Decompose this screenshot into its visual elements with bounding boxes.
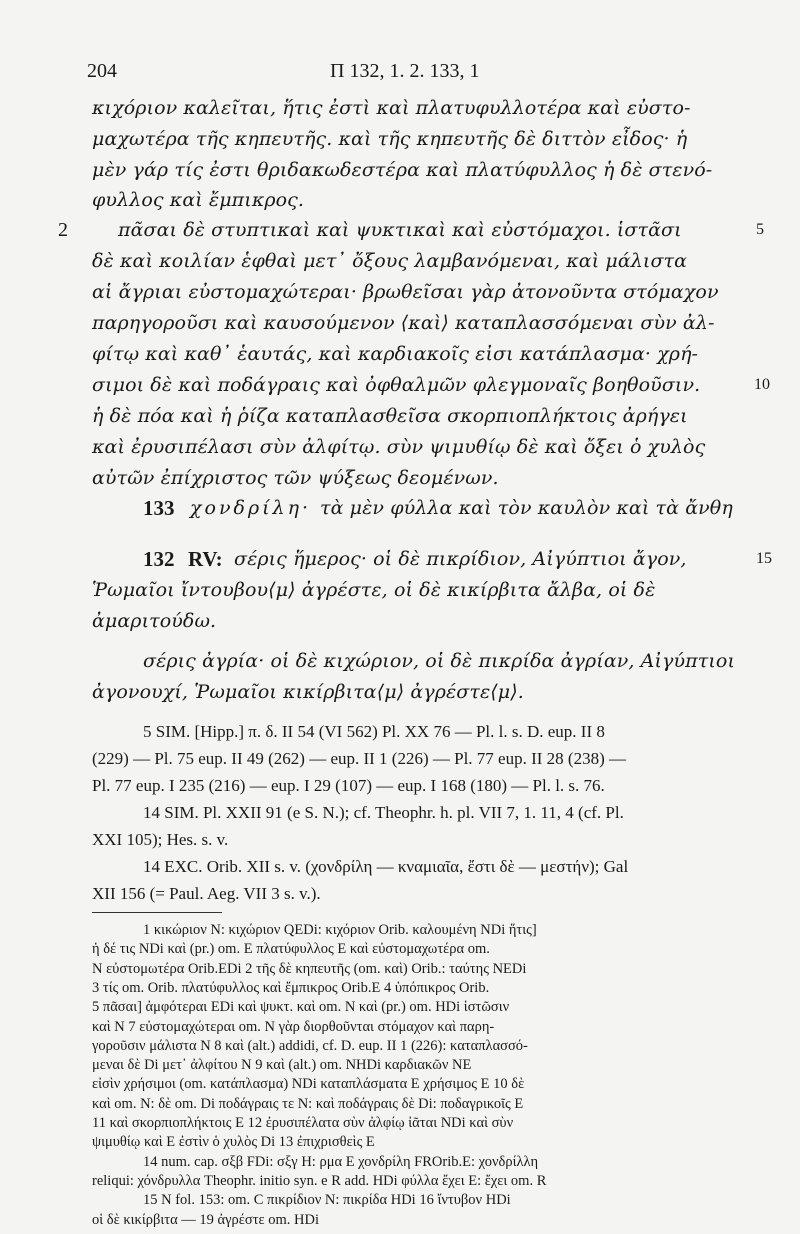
apparatus-line: οἱ δὲ κικίρβιτα — 19 ἀγρέστε om. HDi xyxy=(92,1211,319,1228)
testimonia-line: 5 SIM. [Hipp.] π. δ. II 54 (VI 562) Pl. XX 76 — Pl. l. s. D. eup. II 8 xyxy=(143,722,605,741)
testimonia-line: 14 SIM. Pl. XXII 91 (e S. N.); cf. Theophr. h. pl. VII 7, 1. 11, 4 (cf. Pl. xyxy=(143,803,624,822)
apparatus-divider xyxy=(92,912,222,913)
apparatus-line: 1 κικώριον N: κιχώριον QEDi: κιχόριον Orib. καλουμένη NDi ἥτις] xyxy=(143,922,537,938)
main-line: φίτῳ καὶ καθ᾽ ἑαυτάς, καὶ καρδιακοῖς εἰσι κατάπλασμα· χρή- xyxy=(92,343,699,365)
testimonia-line: Pl. 77 eup. I 235 (216) — eup. I 29 (107) — eup. I 168 (180) — Pl. l. s. 76. xyxy=(92,776,605,795)
main-line: σιμοι δὲ καὶ ποδάγραις καὶ ὀφθαλμῶν φλεγμοναῖς βοηθοῦσιν. xyxy=(92,374,701,396)
main-line: μαχωτέρα τῆς κηπευτῆς. καὶ τῆς κηπευτῆς δὲ διττὸν εἶδος· ἡ xyxy=(92,128,688,150)
apparatus-line: N εὐστομωτέρα Orib.EDi 2 τῆς δὲ κηπευτῆς (om. καὶ) Orib.: ταύτης NEDi xyxy=(92,960,527,977)
chapter-lemma: χονδρίλη· xyxy=(190,497,312,519)
apparatus-line: 11 καὶ σκορπιοπλήκτοις E 12 ἐρυσιπέλατα σὺν ἀλφίῳ ἰᾶται NDi καὶ σὺν xyxy=(92,1115,514,1131)
main-line: φυλλος καὶ ἔμπικρος. xyxy=(92,189,305,211)
apparatus-line: 3 τίς om. Orib. πλατύφυλλος καὶ ἔμπικρος Orib.E 4 ὑπόπικρος Orib. xyxy=(92,979,490,996)
section-number: 2 xyxy=(58,219,68,241)
gloss-siglum: RV: xyxy=(188,547,223,571)
chapter-text: τὰ μὲν φύλλα καὶ τὸν καυλὸν καὶ τὰ ἄνθη xyxy=(320,497,733,519)
main-line: αὐτῶν ἐπίχριστος τῶν ψύξεως δεομένων. xyxy=(92,467,499,489)
apparatus-line: γοροῦσιν μάλιστα N 8 καὶ (alt.) addidi, cf. D. eup. II 1 (226): καταπλασσό- xyxy=(92,1037,528,1054)
apparatus-line: ἡ δέ τις NDi καὶ (pr.) om. E πλατύφυλλος E καὶ εὐστομαχωτέρα om. xyxy=(92,941,490,958)
main-line: παρηγοροῦσι καὶ καυσούμενον ⟨καὶ⟩ καταπλασσόμεναι σὺν ἀλ- xyxy=(92,312,715,334)
page-number: 204 xyxy=(87,60,117,82)
gloss-line: σέρις ἥμερος· οἱ δὲ πικρίδιον, Αἰγύπτιοι ἄγον, xyxy=(234,548,687,570)
apparatus-line: καὶ om. N: δὲ om. Di ποδάγραις τε N: καὶ ποδάγραις δὲ Di: ποδαγρικοῖς E xyxy=(92,1095,524,1112)
apparatus-line: ψιμυθίῳ καὶ E ἐστὶν ὁ χυλὸς Di 13 ἐπιχρισθεὶς E xyxy=(92,1134,375,1151)
gloss-line: σέρις ἀγρία· οἱ δὲ κιχώριον, οἱ δὲ πικρίδα ἀγρίαν, Αἰγύπτιοι xyxy=(143,650,735,672)
apparatus-line: εἰσὶν χρήσιμοι (om. κατάπλασμα) NDi καταπλάσματα E χρήσιμος E 10 δὲ xyxy=(92,1076,525,1093)
apparatus-line: 15 N fol. 153: om. C πικρίδιον N: πικρίδα HDi 16 ἴντυβον HDi xyxy=(143,1192,511,1209)
apparatus-line: μεναι δὲ Di μετ᾽ ἀλφίτου N 9 καὶ (alt.) om. NHDi καρδιακῶν NE xyxy=(92,1057,472,1074)
apparatus-line: 5 πᾶσαι] ἀμφότεραι EDi καὶ ψυκτ. καὶ om. N καὶ (pr.) om. HDi ἱστῶσιν xyxy=(92,999,510,1016)
gloss-line: ἀμαριτούδω. xyxy=(92,610,217,632)
gloss-line: ἀγονουχί, Ῥωμαῖοι κικίρβιτα⟨μ⟩ ἀγρέστε⟨μ⟩. xyxy=(92,681,524,703)
main-line: μὲν γάρ τίς ἐστι θριδακωδεστέρα καὶ πλατύφυλλος ἡ δὲ στενό- xyxy=(92,159,713,181)
testimonia-line: 14 EXC. Orib. XII s. v. (χονδρίλη — κναμιαῖα, ἔστι δὲ — μεστήν); Gal xyxy=(143,857,629,876)
main-line: κιχόριον καλεῖται, ἥτις ἐστὶ καὶ πλατυφυλλοτέρα καὶ εὐστο- xyxy=(92,97,691,119)
main-line: ἡ δὲ πόα καὶ ἡ ῥίζα καταπλασθεῖσα σκορπιοπλήκτοις ἀρήγει xyxy=(92,405,688,427)
main-line: καὶ ἐρυσιπέλασι σὺν ἀλφίτῳ. σὺν ψιμυθίῳ δὲ καὶ ὄξει ὁ χυλὸς xyxy=(92,436,706,458)
gloss-number: 132 xyxy=(143,547,175,571)
testimonia-line: (229) — Pl. 75 eup. II 49 (262) — eup. II 1 (226) — Pl. 77 eup. II 28 (238) — xyxy=(92,749,626,768)
apparatus-line: reliqui: χόνδρυλλα Theophr. initio syn. e R add. HDi φύλλα ἔχει E: ἔχει om. R xyxy=(92,1172,547,1189)
line-number: 15 xyxy=(756,550,772,567)
line-number: 5 xyxy=(756,221,764,238)
gloss-line: Ῥωμαῖοι ἴντουβου⟨μ⟩ ἀγρέστε, οἱ δὲ κικίρβιτα ἄλβα, οἱ δὲ xyxy=(92,579,656,601)
testimonia-line: XXI 105); Hes. s. v. xyxy=(92,830,229,849)
running-title: Π 132, 1. 2. 133, 1 xyxy=(330,60,480,82)
main-line: δὲ καὶ κοιλίαν ἑφθαὶ μετ᾽ ὄξους λαμβανόμεναι, καὶ μάλιστα xyxy=(92,250,688,272)
line-number: 10 xyxy=(754,376,770,393)
testimonia-line: XII 156 (= Paul. Aeg. VII 3 s. v.). xyxy=(92,884,321,903)
main-line: αἱ ἄγριαι εὐστομαχώτεραι· βρωθεῖσαι γὰρ ἀτονοῦντα στόμαχον xyxy=(92,281,719,303)
main-line: πᾶσαι δὲ στυπτικαὶ καὶ ψυκτικαὶ καὶ εὐστόμαχοι. ἱστᾶσι xyxy=(118,219,682,241)
chapter-number: 133 xyxy=(143,496,175,520)
apparatus-line: 14 num. cap. σξβ FDi: σξγ H: ρμα E χονδρίλη FROrib.E: χονδρίλλη xyxy=(143,1153,539,1170)
apparatus-line: καὶ N 7 εὐστομαχώτεραι om. N γὰρ διορθοῦνται στόμαχον καὶ παρη- xyxy=(92,1018,495,1035)
